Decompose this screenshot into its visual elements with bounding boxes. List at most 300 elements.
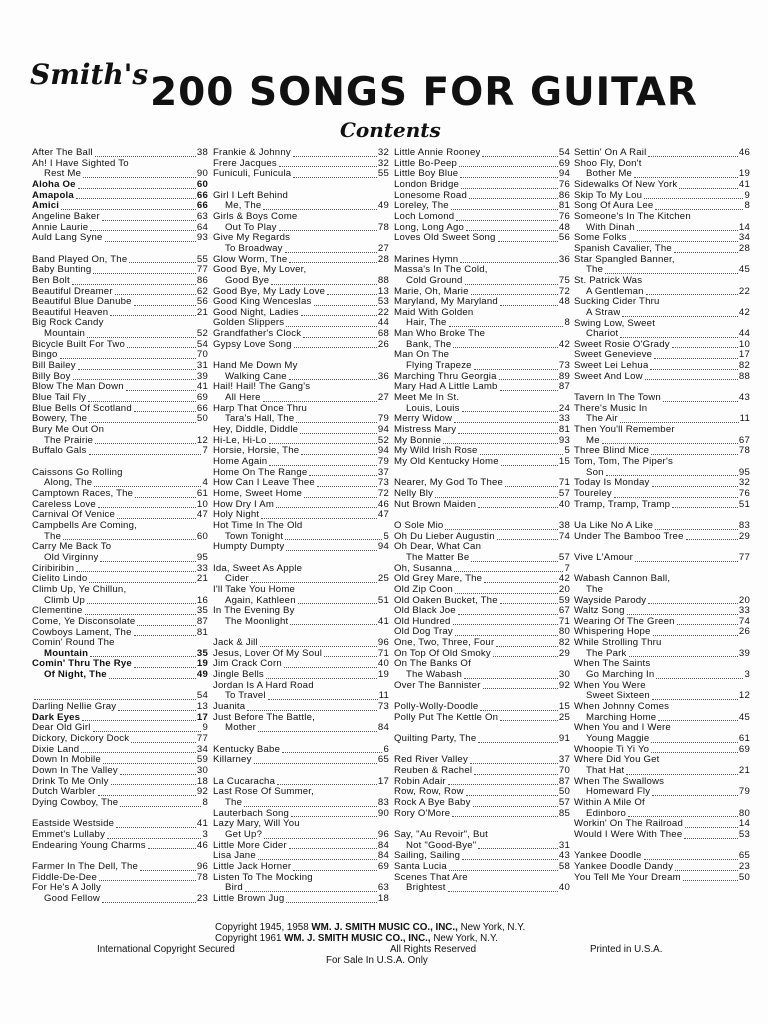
song-entry bbox=[574, 212, 750, 223]
song-entry bbox=[213, 659, 389, 670]
song-title: Over The Bannister bbox=[394, 680, 481, 691]
page-number: 76 bbox=[558, 210, 570, 222]
song-entry bbox=[213, 830, 389, 841]
page-number: 4 bbox=[202, 477, 208, 489]
song-title: To Broadway bbox=[225, 243, 283, 254]
contents-column-2 bbox=[213, 148, 389, 905]
page-number: 54 bbox=[196, 690, 208, 702]
page-number: 77 bbox=[196, 264, 208, 276]
song-entry bbox=[32, 414, 208, 425]
page-number: 92 bbox=[196, 786, 208, 798]
page-number: 32 bbox=[377, 147, 389, 158]
page-number: 39 bbox=[196, 370, 208, 382]
song-title: Under The Bamboo Tree bbox=[574, 531, 684, 542]
page-number: 57 bbox=[558, 487, 570, 499]
song-title: Louis, Louis bbox=[406, 403, 460, 414]
dot-leader bbox=[448, 891, 558, 892]
song-title: Mistress Mary bbox=[394, 425, 457, 436]
page-number: 96 bbox=[377, 828, 389, 840]
song-title: Hi-Le, Hi-Lo bbox=[213, 435, 267, 446]
song-entry bbox=[394, 766, 570, 777]
page-number: 7 bbox=[564, 562, 570, 574]
page-number: 59 bbox=[558, 594, 570, 606]
dot-leader bbox=[293, 156, 377, 157]
song-entry bbox=[574, 862, 750, 873]
page-number: 79 bbox=[377, 456, 389, 467]
song-entry bbox=[32, 564, 208, 575]
dot-leader bbox=[454, 571, 563, 572]
song-entry bbox=[32, 350, 208, 361]
song-title: The Moonlight bbox=[225, 616, 289, 627]
song-entry bbox=[394, 873, 570, 884]
song-entry bbox=[574, 745, 750, 756]
dot-leader bbox=[271, 284, 377, 285]
page-number: 79 bbox=[377, 413, 389, 425]
dot-leader bbox=[258, 859, 377, 860]
song-title: Old Virginny bbox=[44, 552, 99, 563]
dot-leader bbox=[500, 390, 558, 391]
page-number: 13 bbox=[196, 701, 208, 713]
song-title: Settin' On A Rail bbox=[574, 148, 647, 158]
song-title: Nelly Bly bbox=[394, 488, 434, 499]
song-title: Come, Ye Disconsolate bbox=[32, 616, 136, 627]
dot-leader bbox=[474, 369, 558, 370]
page-number: 35 bbox=[196, 647, 208, 659]
page-number: 88 bbox=[377, 274, 389, 286]
song-entry bbox=[32, 862, 208, 873]
song-entry bbox=[574, 361, 750, 372]
page-number: 84 bbox=[377, 722, 389, 734]
section-spacer bbox=[213, 553, 389, 564]
song-title: A Gentleman bbox=[586, 286, 644, 297]
page-number: 12 bbox=[196, 434, 208, 446]
song-title: Sweet Sixteen bbox=[586, 691, 650, 702]
page-number: 20 bbox=[738, 594, 750, 606]
dot-leader bbox=[134, 305, 196, 306]
song-entry bbox=[394, 180, 570, 191]
song-title: Hair, The bbox=[406, 318, 447, 329]
song-title: Lisa Jane bbox=[213, 851, 256, 862]
song-title: Ida, Sweet As Apple bbox=[213, 563, 303, 574]
page-number: 60 bbox=[196, 178, 208, 190]
song-title: Workin' On The Railroad bbox=[574, 819, 683, 830]
dot-leader bbox=[89, 422, 196, 423]
page-number: 26 bbox=[377, 338, 389, 350]
page-number: 50 bbox=[558, 786, 570, 798]
dot-leader bbox=[258, 731, 377, 732]
song-title: On Top Of Old Smoky bbox=[394, 648, 491, 659]
dot-leader bbox=[445, 529, 557, 530]
page-number: 55 bbox=[196, 253, 208, 265]
dot-leader bbox=[277, 784, 377, 785]
page-number: 92 bbox=[558, 679, 570, 691]
song-title: Some Folks bbox=[574, 233, 627, 244]
song-entry bbox=[394, 382, 570, 393]
song-title: Polly-Wolly-Doodle bbox=[394, 702, 479, 713]
song-entry bbox=[394, 564, 570, 575]
dot-leader bbox=[497, 539, 558, 540]
song-entry bbox=[213, 361, 389, 372]
page-number: 3 bbox=[202, 828, 208, 840]
song-title: Beautiful Dreamer bbox=[32, 286, 113, 297]
song-entry bbox=[574, 755, 750, 766]
song-entry bbox=[574, 734, 750, 745]
song-title: Wabash Cannon Ball, bbox=[574, 574, 671, 585]
dot-leader bbox=[500, 305, 558, 306]
song-entry bbox=[213, 510, 389, 521]
section-spacer bbox=[32, 244, 208, 255]
song-title: My Wild Irish Rose bbox=[394, 446, 478, 457]
song-title: Climb Up bbox=[44, 595, 86, 606]
song-entry bbox=[213, 265, 389, 276]
song-entry bbox=[213, 542, 389, 553]
song-entry bbox=[32, 191, 208, 202]
dot-leader bbox=[289, 262, 377, 263]
page-number: 67 bbox=[738, 434, 750, 446]
song-entry bbox=[394, 436, 570, 447]
song-title: Billy Boy bbox=[32, 371, 71, 382]
dot-leader bbox=[448, 784, 558, 785]
song-entry bbox=[213, 862, 389, 873]
song-title: Vive L'Amour bbox=[574, 552, 633, 563]
song-entry bbox=[213, 883, 389, 894]
dot-leader bbox=[685, 827, 738, 828]
page-number: 40 bbox=[558, 498, 570, 510]
song-title: Wayside Parody bbox=[574, 595, 647, 606]
page-number: 86 bbox=[558, 189, 570, 201]
song-title: The bbox=[44, 531, 62, 542]
song-entry bbox=[574, 574, 750, 585]
song-entry bbox=[213, 276, 389, 287]
page-number: 70 bbox=[558, 764, 570, 776]
song-title: Old Oaken Bucket, The bbox=[394, 595, 498, 606]
song-entry bbox=[574, 287, 750, 298]
page-header bbox=[0, 0, 768, 150]
dot-leader bbox=[605, 273, 738, 274]
dot-leader bbox=[98, 507, 196, 508]
song-title: The bbox=[586, 265, 604, 276]
song-entry bbox=[213, 894, 389, 905]
song-title: Tom, Tom, The Piper's bbox=[574, 457, 673, 468]
page-number: 81 bbox=[558, 200, 570, 212]
page-number: 26 bbox=[738, 626, 750, 638]
dot-leader bbox=[300, 433, 377, 434]
song-title: My Bonnie bbox=[394, 435, 442, 446]
dot-leader bbox=[449, 870, 558, 871]
song-entry bbox=[574, 681, 750, 692]
dot-leader bbox=[279, 230, 377, 231]
song-title: Man On The bbox=[394, 350, 450, 361]
page-number: 74 bbox=[558, 530, 570, 542]
song-entry bbox=[32, 478, 208, 489]
song-entry bbox=[394, 574, 570, 585]
dot-leader bbox=[443, 443, 558, 444]
song-title: Row, Row, Row bbox=[394, 787, 464, 798]
song-entry bbox=[394, 201, 570, 212]
page-number: 39 bbox=[738, 647, 750, 659]
song-title: Marching Home bbox=[586, 712, 657, 723]
dot-leader bbox=[284, 667, 377, 668]
dot-leader bbox=[460, 177, 558, 178]
song-entry bbox=[213, 244, 389, 255]
song-entry bbox=[394, 702, 570, 713]
song-entry bbox=[394, 478, 570, 489]
dot-leader bbox=[63, 539, 196, 540]
song-title: Sailing, Sailing bbox=[394, 851, 461, 862]
song-title: Amici bbox=[32, 201, 60, 212]
dot-leader bbox=[650, 369, 737, 370]
page-number: 14 bbox=[738, 221, 750, 233]
song-entry bbox=[574, 436, 750, 447]
page-number: 41 bbox=[738, 178, 750, 190]
song-title: Edinboro bbox=[586, 808, 627, 819]
song-entry bbox=[32, 393, 208, 404]
dot-leader bbox=[260, 646, 377, 647]
dot-leader bbox=[102, 220, 196, 221]
page-number: 32 bbox=[377, 157, 389, 169]
dot-leader bbox=[501, 465, 558, 466]
page-number: 96 bbox=[196, 860, 208, 872]
dot-leader bbox=[34, 699, 196, 700]
song-title: Ciribiribin bbox=[32, 563, 75, 574]
song-entry bbox=[32, 649, 208, 660]
song-entry bbox=[213, 489, 389, 500]
song-entry bbox=[394, 169, 570, 180]
page-number: 31 bbox=[196, 360, 208, 372]
page-number: 46 bbox=[377, 498, 389, 510]
page-number: 72 bbox=[558, 285, 570, 297]
song-entry bbox=[213, 340, 389, 351]
song-entry bbox=[574, 627, 750, 638]
page-number: 96 bbox=[377, 637, 389, 649]
song-title: Comin' Round The bbox=[32, 638, 115, 649]
song-title: Good Fellow bbox=[44, 893, 101, 904]
song-entry bbox=[574, 265, 750, 276]
page-number: 81 bbox=[196, 626, 208, 638]
song-title: Cowboys Lament, The bbox=[32, 627, 132, 638]
song-title: O Sole Mio bbox=[394, 520, 444, 531]
page-number: 82 bbox=[738, 360, 750, 372]
song-title: La Cucaracha bbox=[213, 776, 276, 787]
page-number: 43 bbox=[558, 850, 570, 862]
song-title: Loreley, The bbox=[394, 201, 449, 212]
dot-leader bbox=[679, 188, 738, 189]
copyright-line-1 bbox=[215, 922, 525, 933]
song-entry bbox=[574, 787, 750, 798]
song-title: Dark Eyes bbox=[32, 712, 81, 723]
song-entry bbox=[213, 159, 389, 170]
dot-leader bbox=[651, 454, 738, 455]
song-entry bbox=[574, 191, 750, 202]
dot-leader bbox=[148, 848, 196, 849]
song-title: Oh, Susanna bbox=[394, 563, 453, 574]
song-title: The Wabash bbox=[406, 670, 463, 681]
page-number: 57 bbox=[558, 796, 570, 808]
song-title: Dutch Warbler bbox=[32, 787, 96, 798]
song-title: A Straw bbox=[586, 307, 621, 318]
song-entry bbox=[213, 851, 389, 862]
song-title: Rory O'More bbox=[394, 808, 451, 819]
song-title: Swing Low, Sweet bbox=[574, 318, 656, 329]
song-title: Sucking Cider Thru bbox=[574, 297, 660, 308]
song-entry bbox=[394, 361, 570, 372]
page-number: 30 bbox=[558, 669, 570, 681]
song-entry bbox=[32, 755, 208, 766]
song-entry bbox=[394, 713, 570, 724]
song-title: Reuben & Rachel bbox=[394, 765, 473, 776]
song-entry bbox=[574, 553, 750, 564]
dot-leader bbox=[111, 784, 196, 785]
song-title: Ah! I Have Sighted To bbox=[32, 158, 129, 169]
song-entry bbox=[574, 233, 750, 244]
song-title: Sweet And Low bbox=[574, 371, 643, 382]
dot-leader bbox=[251, 582, 377, 583]
song-title: Maid With Golden bbox=[394, 307, 474, 318]
song-entry bbox=[32, 787, 208, 798]
song-entry bbox=[32, 670, 208, 681]
song-title: Fiddle-De-Dee bbox=[32, 872, 97, 883]
song-entry bbox=[574, 649, 750, 660]
song-title: Juanita bbox=[213, 702, 246, 713]
song-entry bbox=[394, 532, 570, 543]
page-number: 77 bbox=[196, 733, 208, 745]
song-entry bbox=[394, 681, 570, 692]
song-entry bbox=[213, 670, 389, 681]
dot-leader bbox=[655, 529, 738, 530]
song-entry bbox=[394, 489, 570, 500]
song-title: Bother Me bbox=[586, 169, 633, 180]
song-entry bbox=[394, 553, 570, 564]
song-entry bbox=[394, 414, 570, 425]
song-title: Old Black Joe bbox=[394, 606, 456, 617]
dot-leader bbox=[626, 774, 738, 775]
song-entry bbox=[394, 862, 570, 873]
song-entry bbox=[32, 212, 208, 223]
song-entry bbox=[213, 287, 389, 298]
song-entry bbox=[394, 883, 570, 894]
page-number: 45 bbox=[738, 711, 750, 723]
dot-leader bbox=[72, 284, 196, 285]
song-title: Home, Sweet Home bbox=[213, 488, 303, 499]
song-title: Good Bye, My Lover, bbox=[213, 265, 307, 276]
page-number: 76 bbox=[558, 178, 570, 190]
dot-leader bbox=[279, 166, 377, 167]
song-title: Camptown Races, The bbox=[32, 488, 134, 499]
song-entry bbox=[394, 638, 570, 649]
song-entry bbox=[32, 702, 208, 713]
dot-leader bbox=[95, 443, 196, 444]
page-number: 95 bbox=[196, 551, 208, 563]
dot-leader bbox=[493, 656, 558, 657]
song-title: London Bridge bbox=[394, 179, 460, 190]
song-entry bbox=[394, 372, 570, 383]
song-entry bbox=[394, 521, 570, 532]
song-entry bbox=[394, 542, 570, 553]
song-title: Young Maggie bbox=[586, 734, 650, 745]
page-number: 59 bbox=[196, 754, 208, 766]
song-entry bbox=[394, 446, 570, 457]
song-title: Bird bbox=[225, 883, 243, 894]
dot-leader bbox=[453, 347, 558, 348]
song-entry bbox=[32, 638, 208, 649]
song-entry bbox=[394, 500, 570, 511]
song-title: After The Ball bbox=[32, 148, 93, 158]
page-number: 42 bbox=[558, 573, 570, 585]
song-entry bbox=[574, 873, 750, 884]
section-spacer bbox=[213, 180, 389, 191]
song-title: Where Did You Get bbox=[574, 755, 660, 766]
page-number: 56 bbox=[196, 296, 208, 308]
page-number: 27 bbox=[377, 242, 389, 254]
song-entry bbox=[213, 574, 389, 585]
song-title: Me, The bbox=[225, 201, 262, 212]
dot-leader bbox=[648, 156, 737, 157]
copyright-1-text: Copyright 1945, 1958 bbox=[215, 922, 309, 933]
song-entry bbox=[394, 787, 570, 798]
dot-leader bbox=[140, 870, 196, 871]
page-number: 61 bbox=[738, 733, 750, 745]
song-entry bbox=[32, 798, 208, 809]
song-entry bbox=[394, 425, 570, 436]
song-title: Massa's In The Cold, bbox=[394, 265, 488, 276]
page-number: 38 bbox=[558, 519, 570, 531]
song-entry bbox=[32, 713, 208, 724]
song-title: Mary Had A Little Lamb bbox=[394, 382, 498, 393]
page-number: 78 bbox=[377, 221, 389, 233]
page-number: 84 bbox=[377, 839, 389, 851]
song-entry bbox=[32, 233, 208, 244]
dot-leader bbox=[134, 667, 196, 668]
song-entry bbox=[213, 873, 389, 884]
song-title: Yankee Doodle bbox=[574, 851, 642, 862]
page-number: 52 bbox=[196, 328, 208, 340]
song-title: Good Bye bbox=[225, 275, 270, 286]
song-title: Carnival Of Venice bbox=[32, 510, 116, 521]
dot-leader bbox=[93, 731, 202, 732]
song-title: Girl I Left Behind bbox=[213, 190, 289, 201]
song-title: Eastside Westside bbox=[32, 819, 115, 830]
song-title: Jack & Jill bbox=[213, 638, 258, 649]
page-number: 67 bbox=[558, 605, 570, 617]
dot-leader bbox=[453, 624, 558, 625]
song-entry bbox=[213, 596, 389, 607]
dot-leader bbox=[263, 209, 377, 210]
page-number: 9 bbox=[202, 722, 208, 734]
song-entry bbox=[394, 809, 570, 820]
dot-leader bbox=[627, 614, 738, 615]
page-number: 93 bbox=[196, 232, 208, 244]
page-number: 10 bbox=[196, 498, 208, 510]
song-entry bbox=[394, 287, 570, 298]
section-spacer bbox=[213, 766, 389, 777]
page-number: 8 bbox=[564, 317, 570, 329]
song-title: Horsie, Horsie, The bbox=[213, 446, 300, 457]
page-number: 34 bbox=[196, 743, 208, 755]
song-entry bbox=[213, 414, 389, 425]
page-number: 47 bbox=[196, 509, 208, 521]
page-number: 20 bbox=[558, 583, 570, 595]
section-spacer bbox=[394, 510, 570, 521]
dot-leader bbox=[244, 806, 377, 807]
dot-leader bbox=[651, 742, 738, 743]
song-title: There's Music In bbox=[574, 403, 648, 414]
song-entry bbox=[32, 201, 208, 212]
dot-leader bbox=[454, 422, 558, 423]
dot-leader bbox=[652, 486, 738, 487]
song-title: Would I Were With Thee bbox=[574, 829, 683, 840]
song-title: Tramp, Tramp, Tramp bbox=[574, 499, 671, 510]
song-entry bbox=[213, 787, 389, 798]
